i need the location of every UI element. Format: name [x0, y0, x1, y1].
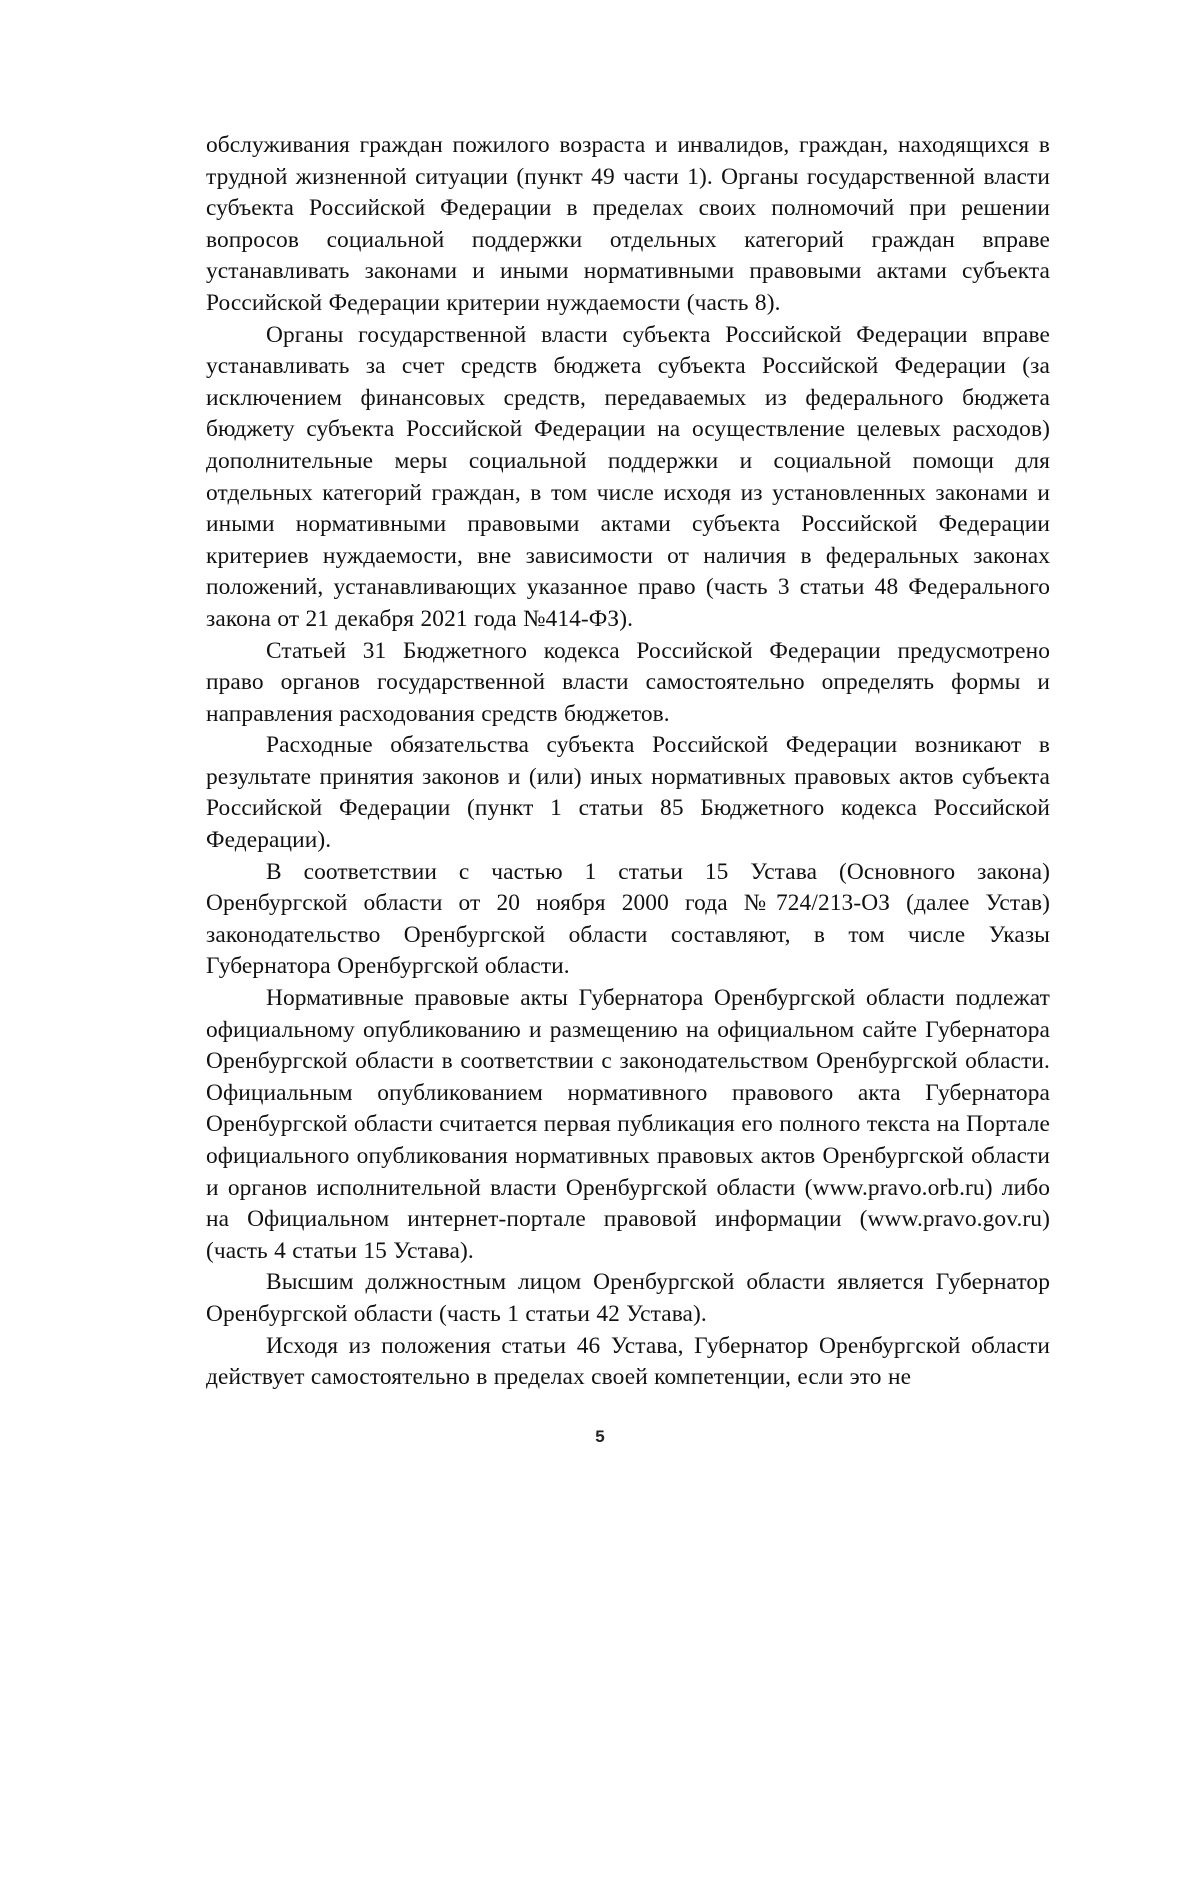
paragraph-5: В соответствии с частью 1 статьи 15 Устава (Основного закона) Оренбургской области от 20 ноября 2000 года №724/213-ОЗ (далее Устав) законодательство Оренбургской области составляют, в том числе Указы Губернатора Оренбургской области.: [206, 858, 1050, 980]
page-number: 5: [595, 1427, 605, 1446]
paragraph-3: Статьей 31 Бюджетного кодекса Российской Федерации предусмотрено право органов государственной власти самостоятельно определять формы и направления расходования средств бюджетов.: [206, 637, 1050, 727]
document-body: [206, 130, 1050, 1394]
paragraph-1: обслуживания граждан пожилого возраста и инвалидов, граждан, находящихся в трудной жизненной ситуации (пункт 49 части 1). Органы государственной власти субъекта Российской Федерации в пределах своих полномочий при решении вопросов социальной поддержки отдельных категорий граждан вправе устанавливать законами и иными нормативными правовыми актами субъекта Российской Федерации критерии нуждаемости (часть 8).: [206, 132, 1050, 316]
paragraph-4: Расходные обязательства субъекта Российской Федерации возникают в результате принятия законов и (или) иных нормативных правовых актов субъекта Российской Федерации (пункт 1 статьи 85 Бюджетного кодекса Российской Федерации).: [206, 732, 1050, 854]
paragraph-8: Исходя из положения статьи 46 Устава, Губернатор Оренбургской области действует самостоятельно в пределах своей компетенции, если это не: [206, 1332, 1050, 1391]
paragraph-6: Нормативные правовые акты Губернатора Оренбургской области подлежат официальному опубликованию и размещению на официальном сайте Губернатора Оренбургской области в соответствии с законодательством Оренбургской области. Официальным опубликованием нормативного правового акта Губернатора Оренбургской области считается первая публикация его полного текста на Портале официального опубликования нормативных правовых актов Оренбургской области и органов исполнительной власти Оренбургской области (www.pravo.orb.ru) либо на Официальном интернет-портале правовой информации (www.pravo.gov.ru) (часть 4 статьи 15 Устава).: [206, 985, 1050, 1264]
paragraph-7: Высшим должностным лицом Оренбургской области является Губернатор Оренбургской области (часть 1 статьи 42 Устава).: [206, 1269, 1050, 1327]
paragraph-2: Органы государственной власти субъекта Российской Федерации вправе устанавливать за счет средств бюджета субъекта Российской Федерации (за исключением финансовых средств, передаваемых из федерального бюджета бюджету субъекта Российской Федерации на осуществление целевых расходов) дополнительные меры социальной поддержки и социальной помощи для отдельных категорий граждан, в том числе исходя из установленных законами и иными нормативными правовыми актами субъекта Российской Федерации критериев нуждаемости, вне зависимости от наличия в федеральных законах положений, устанавливающих указанное право (часть 3 статьи 48 Федерального закона от 21 декабря 2021 года №414-ФЗ).: [206, 321, 1050, 632]
